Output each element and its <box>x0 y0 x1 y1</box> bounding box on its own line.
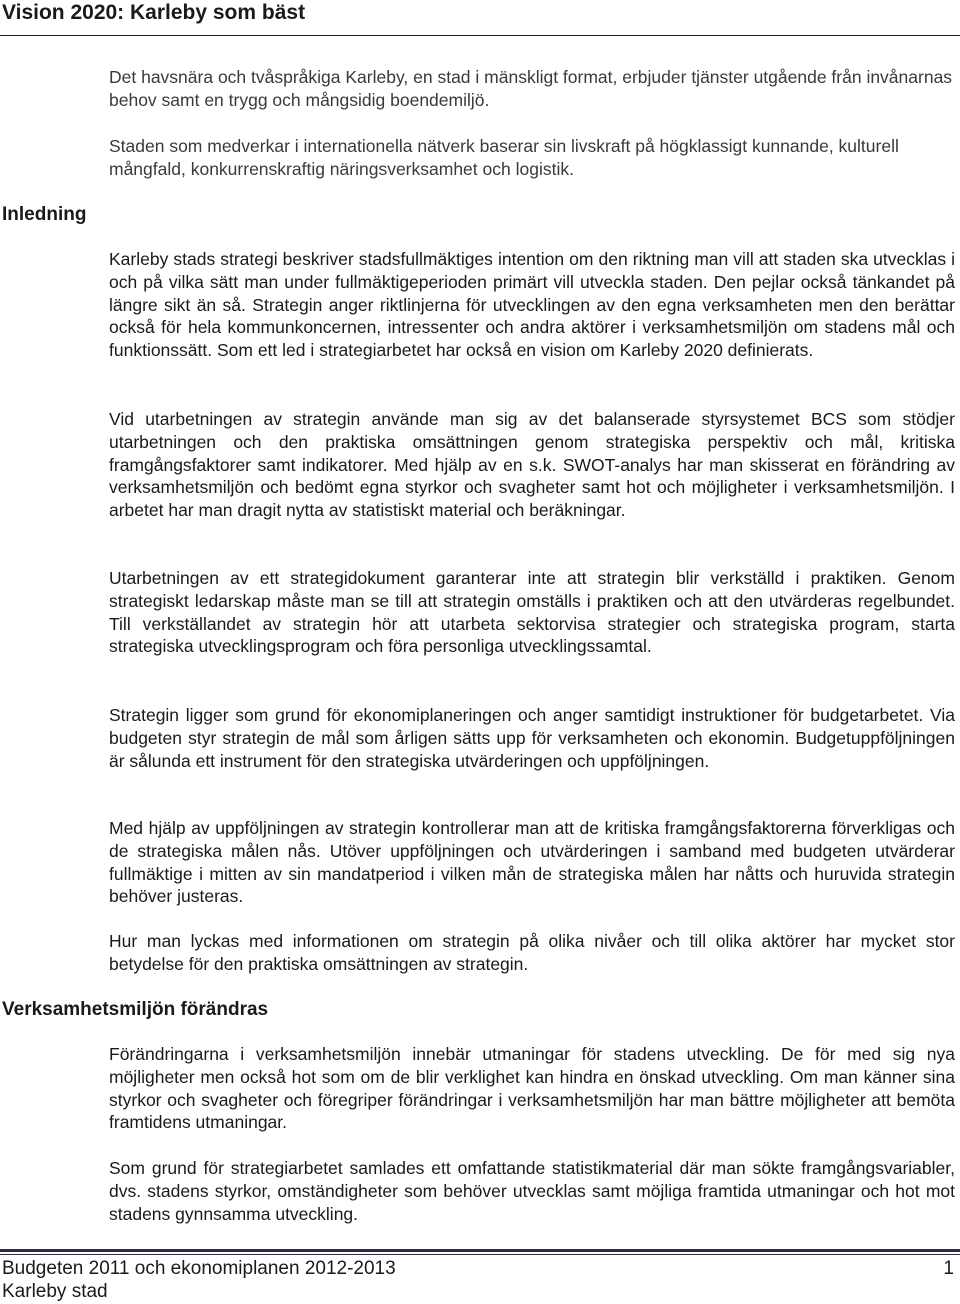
page-title: Vision 2020: Karleby som bäst <box>2 1 306 24</box>
inledning-paragraph-1: Karleby stads strategi beskriver stadsfullmäktiges intention om den riktning man vill att staden ska utvecklas i och på vilka sätt man under fullmäktigeperioden primärt vill utveckla staden. Den pejlar också tänkandet på längre sikt än så. Strategin anger riktlinjerna för utvecklingen av den egna verksamheten men den berättar också för hela kommunkoncernen, intressenter och andra aktörer i verksamhetsmiljön om stadens mål och funktionssätt. Som ett led i strategiarbetet har också en vision om Karleby 2020 definierats. <box>109 249 955 361</box>
section-heading-inledning: Inledning <box>2 204 87 225</box>
inledning-paragraph-6: Hur man lyckas med informationen om strategin på olika nivåer och till olika aktörer har mycket stor betydelse för den praktiska omsättningen av strategin. <box>109 931 955 974</box>
vision-paragraph-2: Staden som medverkar i internationella nätverk baserar sin livskraft på högklassigt kunnande, kulturell mångfald, konkurrenskraftig näringsverksamhet och logistik. <box>109 136 899 179</box>
title-divider <box>0 35 960 36</box>
footer-divider-thin <box>0 1254 960 1255</box>
inledning-paragraph-3: Utarbetningen av ett strategidokument garanterar inte att strategin blir verkställd i praktiken. Genom strategiskt ledarskap måste man se till att strategin omställs i praktiken och att den utvärderas regelbundet. Till verkställandet av strategin hör att utarbeta sektorvisa strategier och strategiska program, starta strategiska utvecklingsprogram och föra personliga utvecklingssamtal. <box>109 568 955 657</box>
vision-paragraph-1: Det havsnära och tvåspråkiga Karleby, en stad i mänskligt format, erbjuder tjänster utgående från invånarnas behov samt en trygg och mångsidig boendemiljö. <box>109 67 953 110</box>
page-number: 1 <box>943 1258 954 1279</box>
verksamhet-paragraph-2: Som grund för strategiarbetet samlades ett omfattande statistikmaterial där man sökte framgångsvariabler, dvs. stadens styrkor, omständigheter som behöver utvecklas samt möjliga framtida utmaningar och hot mot stadens gynnsamma utveckling. <box>109 1158 955 1224</box>
inledning-paragraph-2: Vid utarbetningen av strategin använde man sig av det balanserade styrsystemet BCS som stödjer utarbetningen och den praktiska omsättningen genom strategiska perspektiv och mål, kritiska framgångsfaktorer samt indikatorer. Med hjälp av en s.k. SWOT-analys har man skisserat en förändring av verksamhetsmiljön och bedömt egna styrkor och svagheter samt hot och möjligheter i verksamhetsmiljön. I arbetet har man dragit nytta av statistiskt material och beräkningar. <box>109 409 955 521</box>
inledning-paragraph-5: Med hjälp av uppföljningen av strategin kontrollerar man att de kritiska framgångsfaktorerna förverkligas och de strategiska målen nås. Utöver uppföljningen och utvärderingen i samband med budgeten utvärderar fullmäktige i mitten av sin mandatperiod i vilken mån de strategiska målen har nåtts och huruvida strategin behöver justeras. <box>109 818 955 907</box>
footer-organization: Karleby stad <box>2 1281 108 1302</box>
inledning-paragraph-4: Strategin ligger som grund för ekonomiplaneringen och anger samtidigt instruktioner för budgetarbetet. Via budgeten styr strategin de mål som årligen sätts upp för verksamheten och ekonomin. Budgetuppföljningen är sålunda ett instrument för den strategiska utvärderingen och uppföljningen. <box>109 705 955 771</box>
verksamhet-paragraph-1: Förändringarna i verksamhetsmiljön innebär utmaningar för stadens utveckling. De för med sig nya möjligheter men också hot som om de blir verklighet kan hindra en önskad utveckling. Om man känner sina styrkor och svagheter och föregriper förändringar i verksamhetsmiljön har man bättre möjligheter att bemöta framtidens utmaningar. <box>109 1044 955 1133</box>
footer-publication-title: Budgeten 2011 och ekonomiplanen 2012-2013 <box>2 1258 396 1279</box>
footer-divider-thick <box>0 1249 960 1252</box>
section-heading-verksamhetsmiljon: Verksamhetsmiljön förändras <box>2 999 269 1020</box>
